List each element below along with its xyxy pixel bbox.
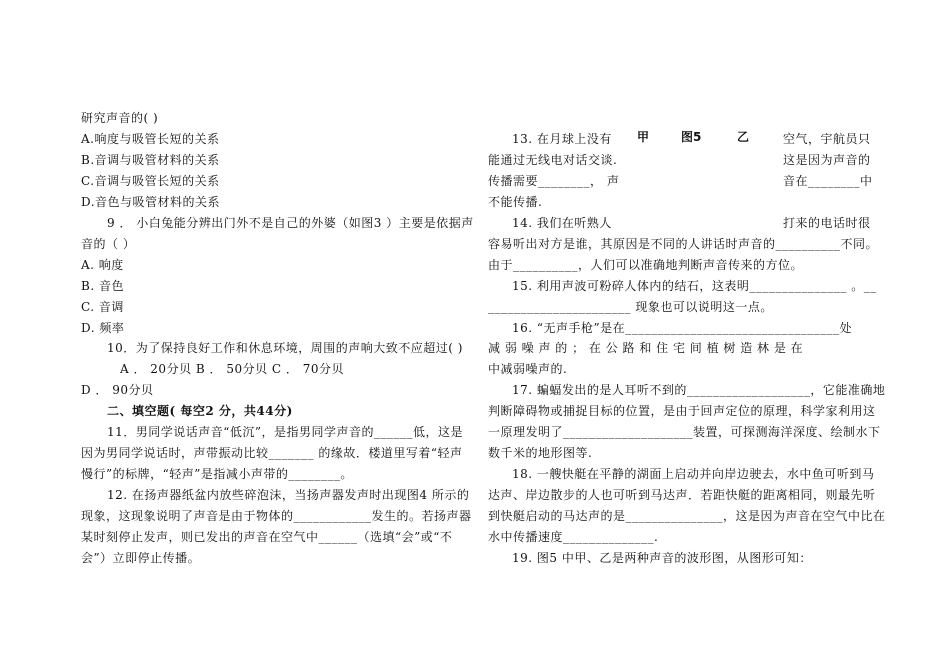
q11-line1: 11．男同学说话声音“低沉”，是指男同学声音的______低，这是 (107, 425, 464, 439)
q10-option-d: D ． 90分贝 (81, 383, 154, 397)
q8-option-a: A.响度与吸管长短的关系 (81, 132, 220, 146)
q13-line4-left: 不能传播. (488, 195, 543, 209)
q10-stem: 10．为了保持良好工作和休息环境，周围的声响大致不应超过( ) (107, 341, 463, 355)
q13-line3-left: 传播需要________， 声 (488, 174, 620, 188)
q11-line3: 慢行”的标牌，“轻声”是指减小声带的________。 (81, 467, 353, 481)
q18-line2: 达声、岸边散步的人也可听到马达声．若距快艇的距离相同，则最先听 (488, 488, 876, 502)
q17-line1: 17. 蝙蝠发出的是人耳听不到的___________________，它能准确地 (512, 383, 886, 397)
q19-line1: 19. 图5 中甲、乙是两种声音的波形图，从图形可知： (512, 551, 812, 565)
q16-line1: 16. “无声手枪”是在_________________________________处 (512, 321, 853, 335)
q9-stem: 9 ． 小白兔能分辨出门外不是自己的外婆（如图3 ）主要是依据声 (107, 216, 474, 230)
q17-line3: 一原理发明了____________________装置，可探测海洋深度、绘制水下 (488, 425, 881, 439)
q18-line1: 18. 一艘快艇在平静的湖面上启动并向岸边驶去，水中鱼可听到马 (512, 467, 875, 481)
q13-line2-left: 能通过无线电对话交谈. (488, 153, 618, 167)
figure5-caption: 图5 (681, 130, 702, 144)
q17-line4: 数千米的地形图等. (488, 446, 593, 460)
q13-line3-right: 音在________中 (783, 174, 873, 188)
q12-line3: 某时刻停止发声，则已发出的声音在空气中______（选填“会”或“不 (81, 530, 453, 544)
q17-line2: 判断障碍物或捕捉目标的位置，是由于回声定位的原理，科学家利用这 (488, 404, 876, 418)
q18-line4: 水中传播速度______________. (488, 530, 659, 544)
q13-line2-right: 这是因为声音的 (783, 153, 871, 167)
q9-option-c: C. 音调 (81, 300, 124, 314)
q14-line3: 由于__________，人们可以准确地判断声音传来的方位。 (488, 258, 804, 272)
q12-line1: 12. 在扬声器纸盆内放些碎泡沫，当扬声器发声时出现图4 所示的 (107, 488, 470, 502)
q16-line3: 中减弱噪声的. (488, 362, 568, 376)
q18-line3: 到快艇启动的马达声的是_______________，这是因为声音在空气中比在 (488, 509, 886, 523)
q9-option-b: B. 音色 (81, 279, 124, 293)
q8-option-b: B.音调与吸管材料的关系 (81, 153, 220, 167)
q15-line2: ______________________ 现象也可以说明这一点。 (488, 300, 773, 314)
figure5-label-yi: 乙 (737, 130, 750, 144)
q8-option-d: D.音色与吸管材料的关系 (81, 195, 221, 209)
q9-option-a: A. 响度 (81, 258, 124, 272)
q14-line1-left: 14. 我们在听熟人 (512, 216, 612, 230)
q9-stem-tail: 音的（ ） (81, 237, 136, 251)
q12-line2: 现象，这现象说明了声音是由于物体的____________发生的。若扬声器 (81, 509, 472, 523)
q14-line2: 容易听出对方是谁，其原因是不同的人讲话时声音的__________不同。 (488, 237, 879, 251)
q16-line2: 减 弱 噪 声 的 ； 在 公 路 和 住 宅 间 植 树 造 林 是 在 (488, 341, 804, 355)
q12-line4: 会”）立即停止传播。 (81, 551, 201, 565)
q11-line2: 因为男同学说话时，声带振动比较_______ 的缘故．楼道里写着“轻声 (81, 446, 463, 460)
q9-option-d: D. 频率 (81, 321, 125, 335)
section-fill-in-heading: 二、填空题( 每空2 分，共44分) (107, 404, 293, 418)
q10-options-abc: A ． 20分贝 B ． 50分贝 C ． 70分贝 (120, 362, 344, 376)
q13-line1-right: 空气，宇航员只 (783, 132, 871, 146)
q8-option-c: C.音调与吸管长短的关系 (81, 174, 220, 188)
q13-line1-left: 13. 在月球上没有 (512, 132, 612, 146)
q15-line1: 15. 利用声波可粉碎人体内的结石，这表明_______________ 。__ (512, 279, 877, 293)
q8-stem-tail: 研究声音的( ) (81, 111, 159, 125)
q14-line1-right: 打来的电话时很 (783, 216, 871, 230)
figure5-label-jia: 甲 (637, 130, 650, 144)
